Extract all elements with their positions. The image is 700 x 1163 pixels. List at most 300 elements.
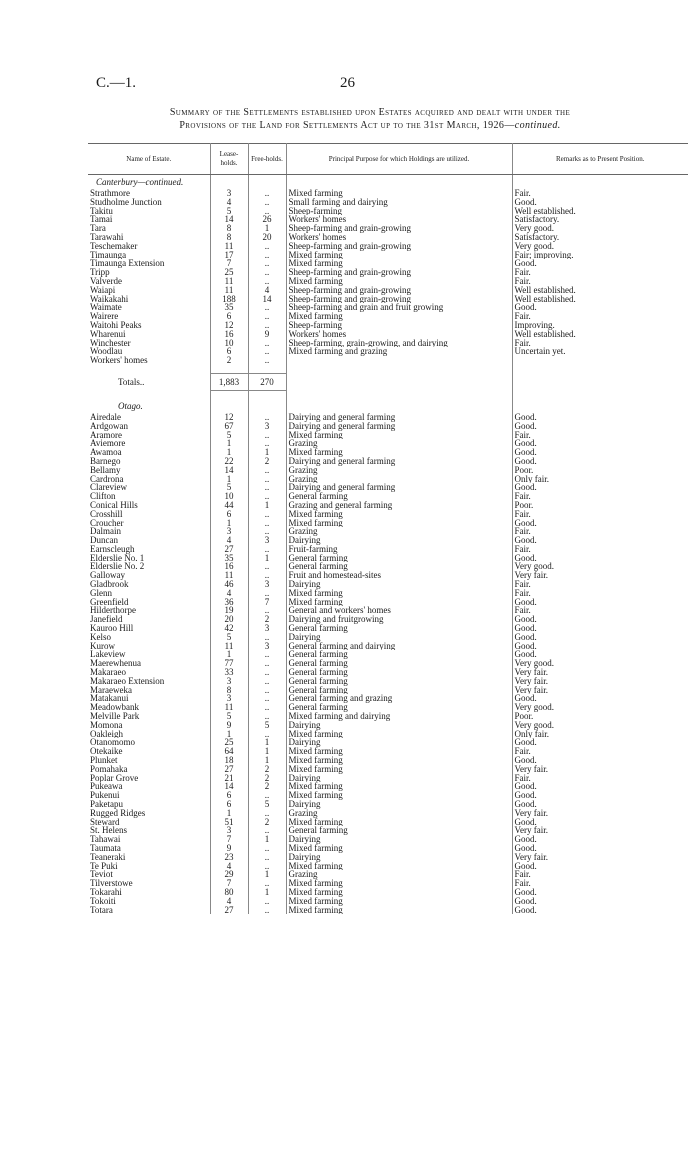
col-header-purpose: Principal Purpose for which Holdings are utilized. bbox=[286, 144, 512, 175]
table-row bbox=[88, 668, 688, 677]
purpose-value: Mixed farming bbox=[286, 259, 512, 268]
purpose-value: General farming bbox=[286, 554, 512, 563]
table-row bbox=[88, 466, 688, 475]
leaseholds-value: 1 bbox=[210, 519, 248, 528]
leaseholds-value: 51 bbox=[210, 818, 248, 827]
purpose-value: Dairying bbox=[286, 853, 512, 862]
spacer-row bbox=[88, 390, 688, 399]
remarks-value: Good. bbox=[514, 624, 537, 633]
purpose-value: Mixed farming bbox=[286, 251, 512, 260]
table-row bbox=[88, 259, 688, 268]
leaseholds-value: 3 bbox=[210, 694, 248, 703]
table-row bbox=[88, 475, 688, 484]
estate-name: Poplar Grove bbox=[88, 774, 210, 783]
leaseholds-value: 42 bbox=[210, 624, 248, 633]
remarks-value: Well established. bbox=[514, 285, 576, 295]
section-heading-empty bbox=[512, 399, 688, 413]
freeholds-value: .. bbox=[248, 862, 286, 871]
leaseholds-value: 1 bbox=[210, 650, 248, 659]
freeholds-value: .. bbox=[248, 571, 286, 580]
freeholds-value: 1 bbox=[248, 870, 286, 879]
estate-name: Tilverstowe bbox=[88, 879, 210, 888]
spacer-cell bbox=[88, 365, 210, 374]
table-row bbox=[88, 870, 688, 879]
estate-name: Studholme Junction bbox=[88, 198, 210, 207]
purpose-value: Small farming and dairying bbox=[286, 198, 512, 207]
table-row bbox=[88, 303, 688, 312]
leaseholds-value: 20 bbox=[210, 615, 248, 624]
remarks-value: Fair. bbox=[514, 430, 531, 440]
remarks-value: Fair. bbox=[514, 544, 531, 554]
table-row bbox=[88, 818, 688, 827]
estate-name: Woodlau bbox=[88, 347, 210, 356]
freeholds-value: 1 bbox=[248, 756, 286, 765]
remarks-value: Good. bbox=[514, 518, 537, 528]
table-row bbox=[88, 853, 688, 862]
table-row bbox=[88, 312, 688, 321]
table-row bbox=[88, 422, 688, 431]
table-row bbox=[88, 330, 688, 339]
estate-name: Cardrona bbox=[88, 475, 210, 484]
estate-name: Waimate bbox=[88, 303, 210, 312]
purpose-value: Grazing bbox=[286, 475, 512, 484]
leaseholds-value: 6 bbox=[210, 312, 248, 321]
freeholds-value: .. bbox=[248, 259, 286, 268]
freeholds-value: 3 bbox=[248, 580, 286, 589]
table-row bbox=[88, 413, 688, 422]
table-row bbox=[88, 580, 688, 589]
freeholds-value: .. bbox=[248, 277, 286, 286]
estate-name: Matakanui bbox=[88, 694, 210, 703]
remarks-value: Only fair. bbox=[514, 729, 549, 739]
remarks-value: Fair. bbox=[514, 580, 531, 589]
leaseholds-value: 21 bbox=[210, 774, 248, 783]
remarks-value: Very fair. bbox=[514, 852, 548, 862]
leaseholds-value: 5 bbox=[210, 431, 248, 440]
leaseholds-value: 44 bbox=[210, 501, 248, 510]
estate-name: Timaunga Extension bbox=[88, 259, 210, 268]
estate-name: Kurow bbox=[88, 642, 210, 651]
freeholds-value: .. bbox=[248, 562, 286, 571]
leaseholds-value: 3 bbox=[210, 826, 248, 835]
leaseholds-value: 6 bbox=[210, 791, 248, 800]
title-line-1: Summary of the Settlements established upon Estates acquired and dealt with under the bbox=[169, 107, 571, 118]
leaseholds-value: 25 bbox=[210, 268, 248, 277]
estate-name: Earnscleugh bbox=[88, 545, 210, 554]
leaseholds-value: 18 bbox=[210, 756, 248, 765]
leaseholds-value: 7 bbox=[210, 835, 248, 844]
purpose-value: Mixed farming bbox=[286, 897, 512, 906]
table-row bbox=[88, 251, 688, 260]
freeholds-value: .. bbox=[248, 826, 286, 835]
remarks-value: Good. bbox=[514, 632, 537, 642]
purpose-value: General farming bbox=[286, 659, 512, 668]
purpose-value: Dairying bbox=[286, 580, 512, 589]
estate-name: Teschemaker bbox=[88, 242, 210, 251]
purpose-value: Sheep-farming and grain-growing bbox=[286, 242, 512, 251]
table-row bbox=[88, 650, 688, 659]
table-row bbox=[88, 501, 688, 510]
freeholds-value: 5 bbox=[248, 721, 286, 730]
estate-name: Meadowbank bbox=[88, 703, 210, 712]
leaseholds-value: 1 bbox=[210, 439, 248, 448]
table-row bbox=[88, 571, 688, 580]
purpose-value: Mixed farming bbox=[286, 818, 512, 827]
table-row bbox=[88, 756, 688, 765]
estate-name: Rugged Ridges bbox=[88, 809, 210, 818]
purpose-value: General farming and dairying bbox=[286, 642, 512, 651]
table-row bbox=[88, 826, 688, 835]
freeholds-value: 7 bbox=[248, 598, 286, 607]
remarks-value: Good. bbox=[514, 421, 537, 431]
remarks-value: Fair. bbox=[514, 509, 531, 519]
leaseholds-value: 3 bbox=[210, 677, 248, 686]
freeholds-value: .. bbox=[248, 668, 286, 677]
spacer-cell bbox=[286, 365, 512, 374]
estate-name: Otanomomo bbox=[88, 738, 210, 747]
leaseholds-value: 11 bbox=[210, 242, 248, 251]
remarks-value: Good. bbox=[514, 756, 537, 765]
leaseholds-value: 64 bbox=[210, 747, 248, 756]
section-heading-empty bbox=[248, 175, 286, 190]
purpose-value: Grazing bbox=[286, 809, 512, 818]
leaseholds-value: 1 bbox=[210, 448, 248, 457]
estate-name: Tripp bbox=[88, 268, 210, 277]
table-row bbox=[88, 721, 688, 730]
purpose-value: Sheep-farming and grain-growing bbox=[286, 268, 512, 277]
remarks-value: Good. bbox=[514, 439, 537, 449]
col-header-leaseholds: Lease-holds. bbox=[210, 144, 248, 175]
remarks-value bbox=[512, 356, 688, 365]
purpose-value: Dairying bbox=[286, 800, 512, 809]
freeholds-value: .. bbox=[248, 431, 286, 440]
remarks-value: Good. bbox=[514, 597, 537, 607]
freeholds-value: .. bbox=[248, 791, 286, 800]
estate-name: Kauroo Hill bbox=[88, 624, 210, 633]
estate-name: Waitohi Peaks bbox=[88, 321, 210, 330]
leaseholds-value: 1 bbox=[210, 475, 248, 484]
leaseholds-value: 11 bbox=[210, 571, 248, 580]
table-row bbox=[88, 879, 688, 888]
estate-name: Tahawai bbox=[88, 835, 210, 844]
leaseholds-value: 6 bbox=[210, 347, 248, 356]
purpose-value: General farming bbox=[286, 703, 512, 712]
purpose-value: General farming bbox=[286, 650, 512, 659]
remarks-value: Fair. bbox=[514, 606, 531, 616]
leaseholds-value: 5 bbox=[210, 712, 248, 721]
col-header-name: Name of Estate. bbox=[88, 144, 210, 175]
purpose-value: General farming bbox=[286, 677, 512, 686]
remarks-value: Good. bbox=[514, 694, 537, 704]
table-row bbox=[88, 233, 688, 242]
estate-name: St. Helens bbox=[88, 826, 210, 835]
estate-name: Clifton bbox=[88, 492, 210, 501]
leaseholds-value: 4 bbox=[210, 198, 248, 207]
estate-name: Winchester bbox=[88, 339, 210, 348]
leaseholds-value: 14 bbox=[210, 782, 248, 791]
purpose-value: Dairying bbox=[286, 633, 512, 642]
freeholds-value: 1 bbox=[248, 747, 286, 756]
leaseholds-value: 77 bbox=[210, 659, 248, 668]
leaseholds-value: 46 bbox=[210, 580, 248, 589]
estate-name: Barnego bbox=[88, 457, 210, 466]
leaseholds-value: 7 bbox=[210, 879, 248, 888]
estate-name: Tamai bbox=[88, 215, 210, 224]
freeholds-value: .. bbox=[248, 339, 286, 348]
purpose-value: Grazing and general farming bbox=[286, 501, 512, 510]
remarks-value: Fair. bbox=[514, 492, 531, 501]
table-row bbox=[88, 642, 688, 651]
leaseholds-value: 17 bbox=[210, 251, 248, 260]
freeholds-value: .. bbox=[248, 853, 286, 862]
table-row bbox=[88, 224, 688, 233]
freeholds-value: .. bbox=[248, 207, 286, 216]
freeholds-value: .. bbox=[248, 897, 286, 906]
purpose-value: General farming bbox=[286, 562, 512, 571]
remarks-value: Poor. bbox=[514, 712, 534, 721]
remarks-value: Fair. bbox=[514, 527, 531, 537]
table-row bbox=[88, 562, 688, 571]
table-row bbox=[88, 606, 688, 615]
totals-purpose-empty bbox=[286, 373, 512, 390]
remarks-value: Poor. bbox=[514, 465, 534, 475]
purpose-value: Dairying and general farming bbox=[286, 422, 512, 431]
table-row bbox=[88, 686, 688, 695]
purpose-value: Mixed farming bbox=[286, 844, 512, 853]
title-line-2: Provisions of the Land for Settlements Act up to the 31st March, 1926—continued. bbox=[179, 120, 561, 131]
estate-name: Tokarahi bbox=[88, 888, 210, 897]
freeholds-value: 1 bbox=[248, 448, 286, 457]
table-row bbox=[88, 439, 688, 448]
leaseholds-value: 1 bbox=[210, 730, 248, 739]
freeholds-value: .. bbox=[248, 809, 286, 818]
freeholds-value: .. bbox=[248, 677, 286, 686]
purpose-value: Dairying bbox=[286, 835, 512, 844]
section-heading: Otago. bbox=[88, 399, 210, 413]
table-row bbox=[88, 347, 688, 356]
table-row bbox=[88, 431, 688, 440]
freeholds-value: 1 bbox=[248, 501, 286, 510]
remarks-value: Fair. bbox=[514, 588, 531, 598]
table-row bbox=[88, 615, 688, 624]
remarks-value: Fair. bbox=[514, 747, 531, 757]
freeholds-value: 3 bbox=[248, 624, 286, 633]
purpose-value: Mixed farming bbox=[286, 189, 512, 198]
purpose-value: Dairying bbox=[286, 774, 512, 783]
leaseholds-value: 27 bbox=[210, 765, 248, 774]
table-row bbox=[88, 268, 688, 277]
leaseholds-value: 33 bbox=[210, 668, 248, 677]
estate-name: Dalmain bbox=[88, 527, 210, 536]
remarks-value: Very fair. bbox=[514, 826, 548, 836]
purpose-value bbox=[286, 356, 512, 365]
remarks-value: Very fair. bbox=[514, 685, 548, 695]
estate-name: Aramore bbox=[88, 431, 210, 440]
totals-leaseholds: 1,883 bbox=[210, 373, 248, 390]
freeholds-value: .. bbox=[248, 694, 286, 703]
estate-name: Otekaike bbox=[88, 747, 210, 756]
purpose-value: Mixed farming bbox=[286, 589, 512, 598]
remarks-value: Good. bbox=[514, 536, 537, 545]
leaseholds-value: 4 bbox=[210, 897, 248, 906]
freeholds-value: 5 bbox=[248, 800, 286, 809]
freeholds-value: .. bbox=[248, 312, 286, 321]
leaseholds-value: 11 bbox=[210, 277, 248, 286]
purpose-value: Mixed farming bbox=[286, 765, 512, 774]
remarks-value: Good. bbox=[514, 738, 537, 748]
remarks-value: Improving. bbox=[514, 320, 555, 330]
freeholds-value: 1 bbox=[248, 738, 286, 747]
estate-name: Wharenui bbox=[88, 330, 210, 339]
remarks-value: Fair. bbox=[514, 268, 531, 277]
remarks-value: Good. bbox=[514, 887, 537, 897]
estate-name: Duncan bbox=[88, 536, 210, 545]
freeholds-value: 2 bbox=[248, 765, 286, 774]
freeholds-value: 3 bbox=[248, 642, 286, 651]
purpose-value: Dairying bbox=[286, 721, 512, 730]
estate-name: Gladbrook bbox=[88, 580, 210, 589]
spacer-cell bbox=[88, 390, 210, 399]
leaseholds-value: 12 bbox=[210, 413, 248, 422]
freeholds-value: .. bbox=[248, 606, 286, 615]
remarks-value: Only fair. bbox=[514, 474, 549, 484]
remarks-value: Well established. bbox=[514, 206, 576, 216]
purpose-value: Mixed farming bbox=[286, 888, 512, 897]
spacer-cell bbox=[248, 365, 286, 374]
purpose-value: Mixed farming and dairying bbox=[286, 712, 512, 721]
leaseholds-value: 9 bbox=[210, 844, 248, 853]
table-row bbox=[88, 321, 688, 330]
remarks-value: Very good. bbox=[514, 241, 554, 251]
table-row bbox=[88, 286, 688, 295]
freeholds-value: 1 bbox=[248, 888, 286, 897]
purpose-value: Sheep-farming and grain-growing bbox=[286, 224, 512, 233]
purpose-value: Dairying and general farming bbox=[286, 483, 512, 492]
freeholds-value: .. bbox=[248, 879, 286, 888]
freeholds-value: 20 bbox=[248, 233, 286, 242]
estate-name: Timaunga bbox=[88, 251, 210, 260]
estate-name: Greenfield bbox=[88, 598, 210, 607]
leaseholds-value: 11 bbox=[210, 703, 248, 712]
spacer-cell bbox=[512, 390, 688, 399]
estate-name: Momona bbox=[88, 721, 210, 730]
table-row bbox=[88, 242, 688, 251]
estate-name: Paketapu bbox=[88, 800, 210, 809]
estate-name: Oakleigh bbox=[88, 730, 210, 739]
leaseholds-value: 8 bbox=[210, 224, 248, 233]
purpose-value: Sheep-farming bbox=[286, 207, 512, 216]
purpose-value: Grazing bbox=[286, 439, 512, 448]
estate-name: Waiapi bbox=[88, 286, 210, 295]
estate-name: Tara bbox=[88, 224, 210, 233]
table-row bbox=[88, 356, 688, 365]
table-row bbox=[88, 782, 688, 791]
freeholds-value: .. bbox=[248, 189, 286, 198]
estate-name: Te Puki bbox=[88, 862, 210, 871]
table-row bbox=[88, 598, 688, 607]
table-row bbox=[88, 589, 688, 598]
section-heading-empty bbox=[210, 175, 248, 190]
spacer-cell bbox=[248, 390, 286, 399]
table-row bbox=[88, 694, 688, 703]
remarks-value: Very fair. bbox=[514, 668, 548, 677]
table-row bbox=[88, 492, 688, 501]
freeholds-value: .. bbox=[248, 906, 286, 915]
purpose-value: Workers' homes bbox=[286, 215, 512, 224]
freeholds-value: 2 bbox=[248, 782, 286, 791]
leaseholds-value: 14 bbox=[210, 215, 248, 224]
estate-name: Bellamy bbox=[88, 466, 210, 475]
leaseholds-value: 35 bbox=[210, 554, 248, 563]
estate-name: Teviot bbox=[88, 870, 210, 879]
estate-name: Maraeweka bbox=[88, 686, 210, 695]
settlements-table bbox=[88, 143, 688, 914]
estate-name: Melville Park bbox=[88, 712, 210, 721]
leaseholds-value: 29 bbox=[210, 870, 248, 879]
purpose-value: Mixed farming and grazing bbox=[286, 347, 512, 356]
estate-name: Taumata bbox=[88, 844, 210, 853]
purpose-value: General farming bbox=[286, 668, 512, 677]
freeholds-value: 2 bbox=[248, 774, 286, 783]
estate-name: Ardgowan bbox=[88, 422, 210, 431]
purpose-value: Mixed farming bbox=[286, 906, 512, 915]
freeholds-value: .. bbox=[248, 347, 286, 356]
purpose-value: General farming bbox=[286, 686, 512, 695]
estate-name: Pomahaka bbox=[88, 765, 210, 774]
purpose-value: Mixed farming bbox=[286, 277, 512, 286]
estate-name: Glenn bbox=[88, 589, 210, 598]
remarks-value: Satisfactory. bbox=[514, 232, 560, 242]
estate-name: Pukenui bbox=[88, 791, 210, 800]
leaseholds-value: 5 bbox=[210, 207, 248, 216]
remarks-value: Good. bbox=[514, 553, 537, 563]
leaseholds-value: 25 bbox=[210, 738, 248, 747]
freeholds-value: .. bbox=[248, 492, 286, 501]
purpose-value: Grazing bbox=[286, 466, 512, 475]
leaseholds-value: 4 bbox=[210, 862, 248, 871]
leaseholds-value: 23 bbox=[210, 853, 248, 862]
remarks-value: Fair. bbox=[514, 276, 531, 286]
table-row bbox=[88, 554, 688, 563]
purpose-value: Mixed farming bbox=[286, 312, 512, 321]
estate-name: Awamoa bbox=[88, 448, 210, 457]
table-row bbox=[88, 545, 688, 554]
remarks-value: Fair; improving. bbox=[514, 250, 574, 260]
freeholds-value: 1 bbox=[248, 835, 286, 844]
freeholds-value: .. bbox=[248, 242, 286, 251]
leaseholds-value: 3 bbox=[210, 527, 248, 536]
estate-name: Tokoiti bbox=[88, 897, 210, 906]
leaseholds-value: 4 bbox=[210, 536, 248, 545]
freeholds-value: 26 bbox=[248, 215, 286, 224]
estate-name: Hilderthorpe bbox=[88, 606, 210, 615]
totals-remarks-empty bbox=[512, 373, 688, 390]
purpose-value: Dairying and fruitgrowing bbox=[286, 615, 512, 624]
remarks-value: Good. bbox=[514, 896, 537, 906]
freeholds-value: .. bbox=[248, 633, 286, 642]
freeholds-value: 9 bbox=[248, 330, 286, 339]
leaseholds-value: 2 bbox=[210, 356, 248, 365]
remarks-value: Good. bbox=[514, 800, 537, 809]
table-row bbox=[88, 747, 688, 756]
leaseholds-value: 8 bbox=[210, 233, 248, 242]
purpose-value: Mixed farming bbox=[286, 730, 512, 739]
remarks-value: Good. bbox=[514, 641, 537, 651]
remarks-value: Good. bbox=[514, 483, 537, 493]
table-row bbox=[88, 189, 688, 198]
table-row bbox=[88, 536, 688, 545]
leaseholds-value: 5 bbox=[210, 633, 248, 642]
